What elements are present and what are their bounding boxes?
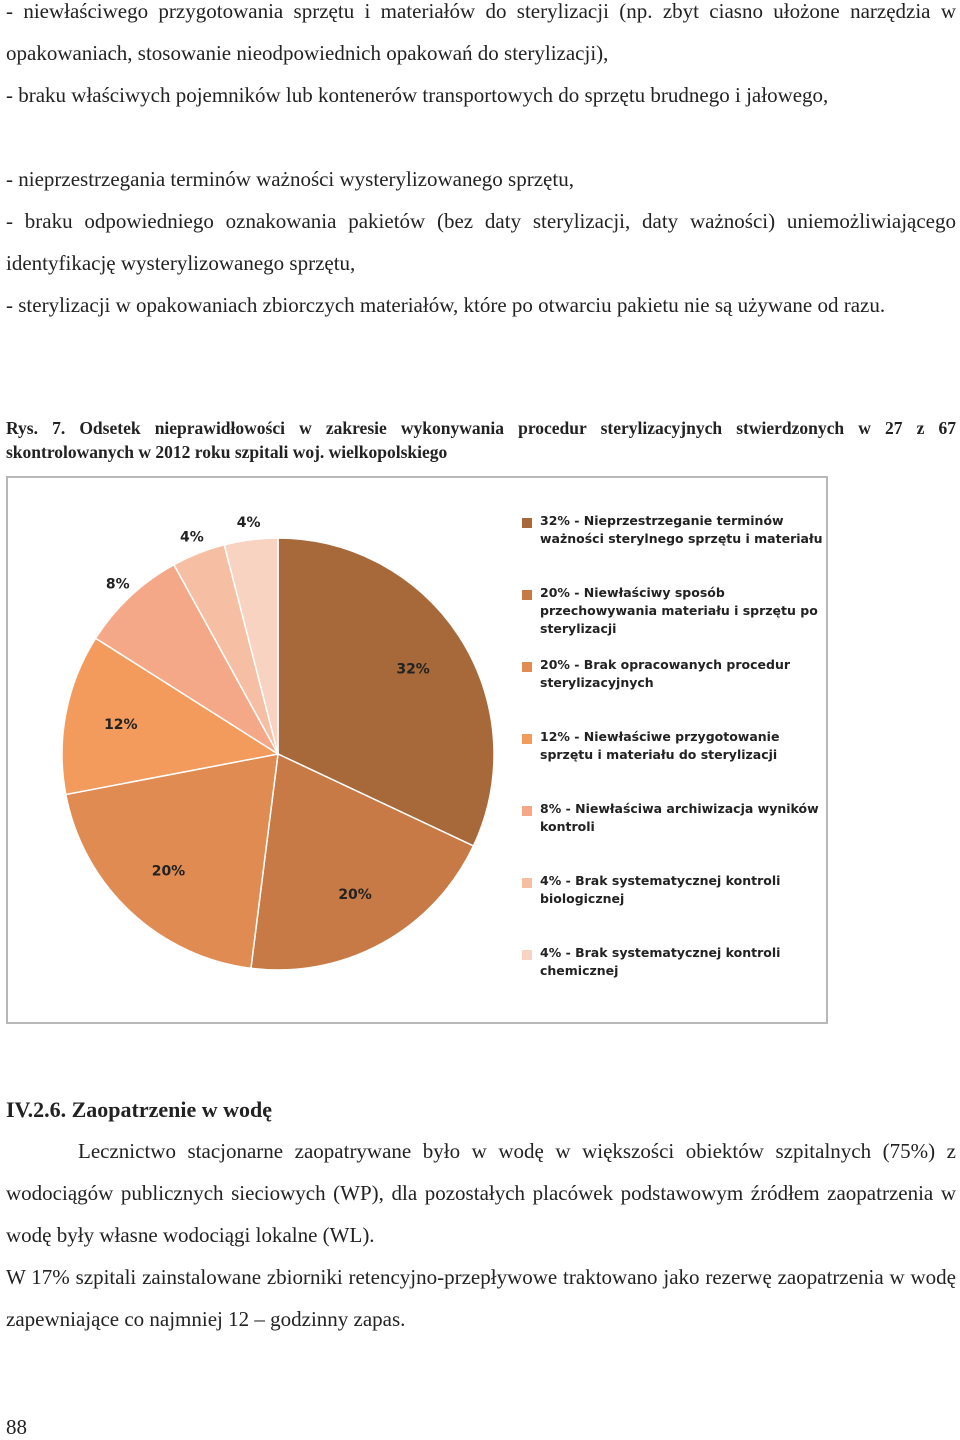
chart-legend (522, 512, 822, 1016)
pie-chart-figure (6, 476, 828, 1024)
paragraph-labeling: - braku odpowiedniego oznakowania pakietów (bez daty sterylizacji, daty ważności) uniemożliwiającego identyfikację wysterylizowanego sprzętu, (6, 209, 956, 275)
paragraph-bulk-packaging: - sterylizacji w opakowaniach zbiorczych materiałów, które po otwarciu pakietu nie są używane od razu. (6, 293, 886, 317)
legend-label-6: 4% - Brak systematycznej kontroli chemicznej (540, 945, 781, 978)
paragraph-improper-preparation: - niewłaściwego przygotowania sprzętu i materiałów do sterylizacji (np. zbyt ciasno ułożone narzędzia w opakowaniach, stosowanie nieodpowiednich opakowań do sterylizacji), (6, 0, 956, 65)
paragraph-expiry-dates: - nieprzestrzegania terminów ważności wysterylizowanego sprzętu, (6, 167, 574, 191)
legend-label-5: 4% - Brak systematycznej kontroli biologicznej (540, 873, 781, 906)
legend-swatch-1 (522, 590, 532, 600)
legend-swatch-0 (522, 518, 532, 528)
legend-label-4: 8% - Niewłaściwa archiwizacja wyników kontroli (540, 801, 819, 834)
legend-swatch-3 (522, 734, 532, 744)
legend-item-4 (522, 800, 822, 872)
paragraph-containers: - braku właściwych pojemników lub kontenerów transportowych do sprzętu brudnego i jałowego, (6, 83, 829, 107)
legend-swatch-5 (522, 878, 532, 888)
paragraph-water-supply: Lecznictwo stacjonarne zaopatrywane było w wodę w większości obiektów szpitalnych (75%) z wodociągów publicznych sieciowych (WP), dla pozostałych placówek podstawowym źródłem zaopatrzenia w wodę były własne wodociągi lokalne (WL). (6, 1139, 956, 1247)
figure-caption: Rys. 7. Odsetek nieprawidłowości w zakresie wykonywania procedur sterylizacyjnych stwierdzonych w 27 z 67 skontrolowanych w 2012 roku szpitali woj. wielkopolskiego (6, 418, 956, 462)
slice-label-5: 4% (179, 529, 204, 546)
legend-item-2 (522, 656, 822, 728)
legend-item-6 (522, 944, 822, 1016)
slice-label-1: 20% (338, 887, 372, 904)
legend-swatch-2 (522, 662, 532, 672)
section-heading: IV.2.6. Zaopatrzenie w wodę (6, 1097, 273, 1122)
legend-label-3: 12% - Niewłaściwe przygotowanie sprzętu i materiału do sterylizacji (540, 729, 780, 762)
slice-label-0: 32% (396, 661, 430, 678)
legend-item-3 (522, 728, 822, 800)
legend-swatch-6 (522, 950, 532, 960)
legend-item-0 (522, 512, 822, 584)
page-number: 88 (6, 1415, 27, 1439)
slice-label-6: 4% (236, 514, 261, 531)
paragraph-retention-tanks: W 17% szpitali zainstalowane zbiorniki retencyjno-przepływowe traktowano jako rezerwę zaopatrzenia w wodę zapewniające co najmniej 12 – godzinny zapas. (6, 1265, 956, 1331)
slice-label-3: 12% (104, 717, 138, 734)
legend-label-1: 20% - Niewłaściwy sposób przechowywania materiału i sprzętu po sterylizacji (540, 585, 818, 636)
legend-item-1 (522, 584, 822, 656)
legend-label-2: 20% - Brak opracowanych procedur sterylizacyjnych (540, 657, 791, 690)
legend-item-5 (522, 872, 822, 944)
legend-swatch-4 (522, 806, 532, 816)
slice-label-2: 20% (151, 863, 186, 880)
legend-label-0: 32% - Nieprzestrzeganie terminów ważności sterylnego sprzętu i materiału (540, 513, 823, 546)
slice-label-4: 8% (105, 576, 130, 593)
